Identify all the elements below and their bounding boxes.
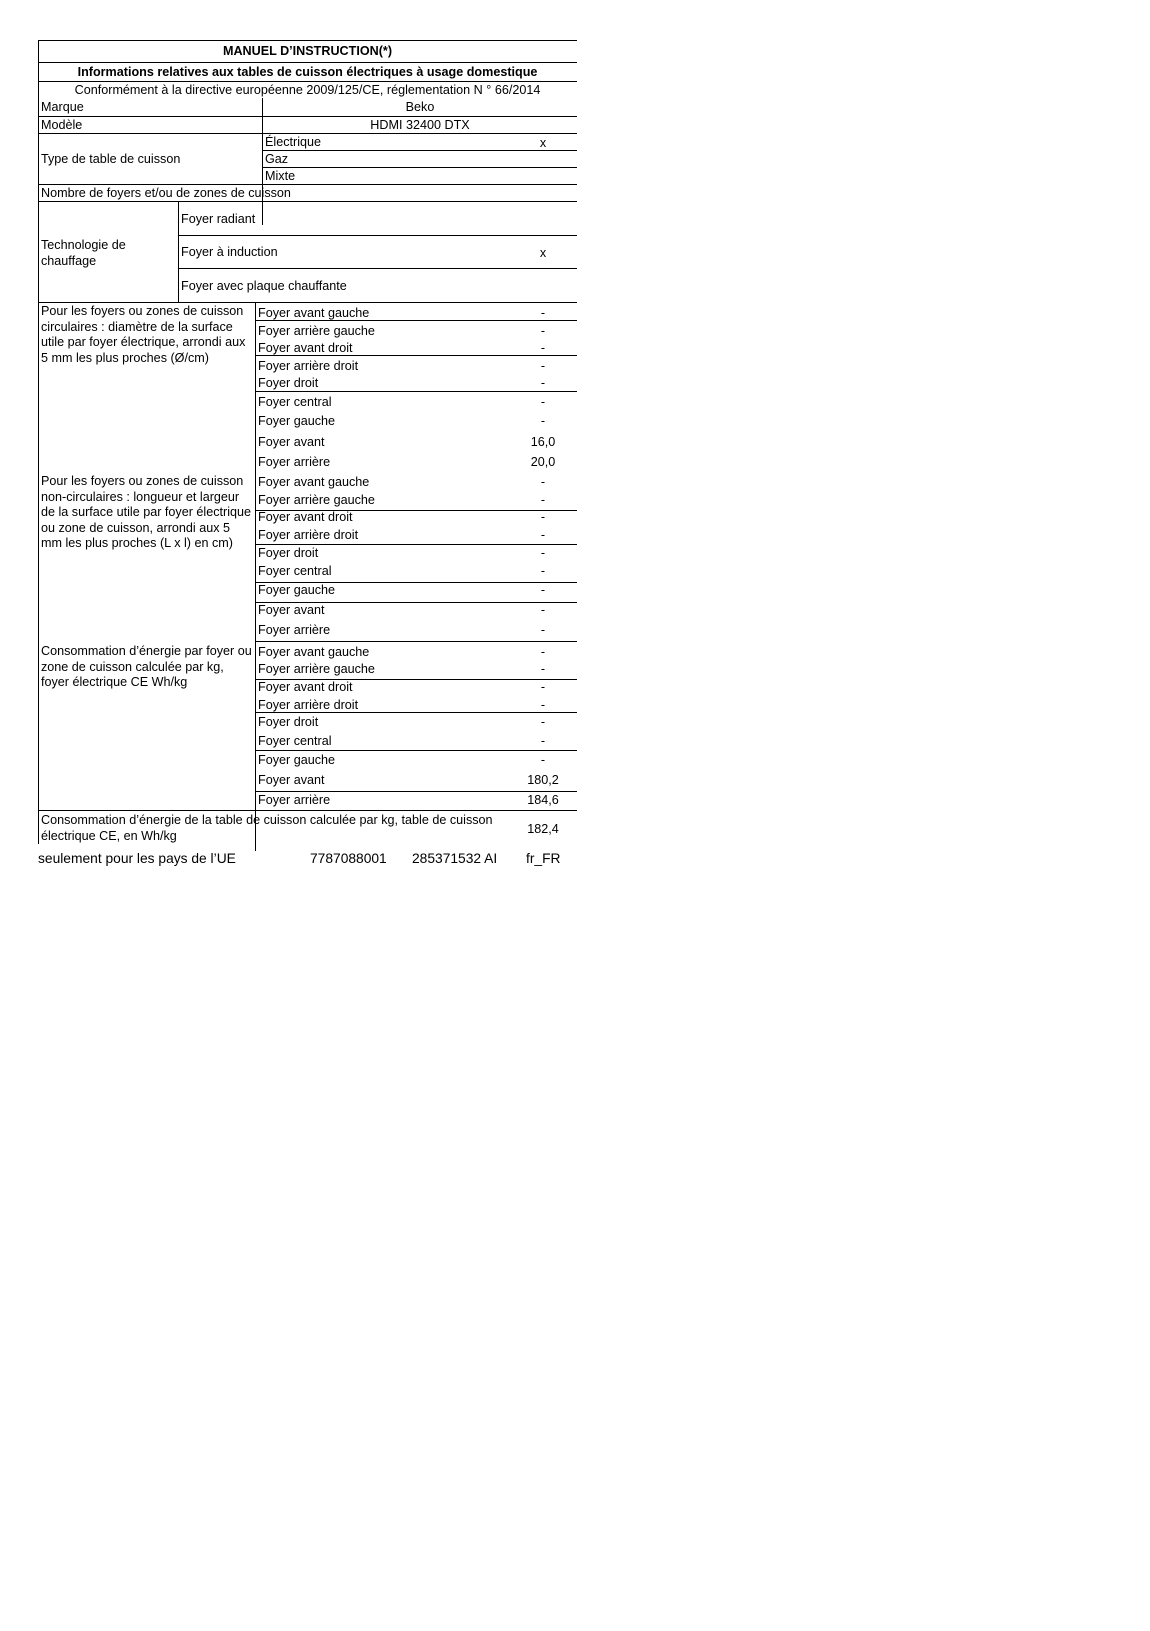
zone-label: Foyer arrière bbox=[258, 455, 331, 469]
zone-value: 20,0 bbox=[530, 455, 556, 469]
zone-label: Foyer central bbox=[258, 564, 332, 578]
zone-label: Foyer gauche bbox=[258, 583, 336, 597]
rule bbox=[256, 712, 577, 713]
rule bbox=[179, 268, 577, 269]
zone-value: 180,2 bbox=[527, 773, 559, 787]
rule bbox=[263, 167, 577, 168]
zone-value: - bbox=[540, 376, 546, 390]
zone-value: - bbox=[540, 564, 546, 578]
heating-technology-option: Foyer radiant bbox=[181, 212, 256, 226]
rule bbox=[179, 235, 577, 236]
zone-label: Foyer avant gauche bbox=[258, 306, 370, 320]
zone-value: - bbox=[540, 306, 546, 320]
rule bbox=[38, 40, 39, 844]
zone-label: Foyer arrière droit bbox=[258, 359, 359, 373]
rule bbox=[38, 184, 577, 185]
rule bbox=[263, 150, 577, 151]
zone-label: Foyer gauche bbox=[258, 414, 336, 428]
rule bbox=[255, 302, 256, 851]
zone-label: Foyer droit bbox=[258, 546, 319, 560]
document-title: MANUEL D’INSTRUCTION(*) bbox=[222, 44, 393, 58]
heating-technology-mark: x bbox=[539, 246, 547, 260]
hob-energy-value: 182,4 bbox=[527, 822, 559, 836]
document-subtitle: Informations relatives aux tables de cuisson électriques à usage domestique bbox=[77, 65, 538, 79]
circular-zones-label: Pour les foyers ou zones de cuisson circulaires : diamètre de la surface utile par foyer électrique, arrondi aux 5 mm les plus proches (Ø/cm) bbox=[41, 304, 246, 365]
brand-value: Beko bbox=[405, 100, 435, 114]
zone-label: Foyer avant droit bbox=[258, 341, 353, 355]
zone-value: 16,0 bbox=[530, 435, 556, 449]
zone-value: - bbox=[540, 698, 546, 712]
zone-value: - bbox=[540, 414, 546, 428]
zone-value: - bbox=[540, 341, 546, 355]
zone-value: - bbox=[540, 734, 546, 748]
energy-per-zone-label: Consommation d’énergie par foyer ou zone de cuisson calculée par kg, foyer électrique CE Wh/kg bbox=[41, 644, 252, 689]
brand-label: Marque bbox=[41, 100, 84, 114]
zone-label: Foyer avant bbox=[258, 603, 325, 617]
zone-label: Foyer avant bbox=[258, 435, 325, 449]
zone-label: Foyer arrière droit bbox=[258, 528, 359, 542]
zone-label: Foyer arrière gauche bbox=[258, 493, 375, 507]
zone-value: - bbox=[540, 603, 546, 617]
zone-label: Foyer avant bbox=[258, 773, 325, 787]
rule bbox=[38, 116, 577, 117]
hob-type-mark: x bbox=[539, 136, 547, 150]
footer-locale: fr_FR bbox=[526, 851, 561, 866]
rule bbox=[256, 791, 577, 792]
zone-value: - bbox=[540, 546, 546, 560]
rule bbox=[256, 750, 577, 751]
zone-value: - bbox=[540, 475, 546, 489]
zone-value: - bbox=[540, 395, 546, 409]
rule bbox=[38, 201, 577, 202]
model-value: HDMI 32400 DTX bbox=[370, 118, 470, 132]
heating-technology-option: Foyer avec plaque chauffante bbox=[181, 279, 347, 293]
energy-label-document bbox=[38, 40, 577, 866]
zones-count-label: Nombre de foyers et/ou de zones de cuisson bbox=[41, 186, 291, 200]
model-label: Modèle bbox=[41, 118, 83, 132]
rule bbox=[38, 40, 577, 41]
rule bbox=[38, 62, 577, 63]
zone-label: Foyer arrière bbox=[258, 793, 331, 807]
zone-value: - bbox=[540, 662, 546, 676]
zone-label: Foyer arrière gauche bbox=[258, 324, 375, 338]
zone-value: - bbox=[540, 493, 546, 507]
zone-value: - bbox=[540, 623, 546, 637]
zone-label: Foyer arrière droit bbox=[258, 698, 359, 712]
zone-label: Foyer avant gauche bbox=[258, 645, 370, 659]
rule bbox=[38, 302, 577, 303]
rule bbox=[38, 810, 577, 811]
rule bbox=[178, 201, 179, 302]
zone-label: Foyer droit bbox=[258, 376, 319, 390]
noncircular-zones-label: Pour les foyers ou zones de cuisson non-circulaires : longueur et largeur de la surface utile par foyer électrique ou zone de cuisson, arrondi aux 5 mm les plus proches (L x l) en cm) bbox=[41, 474, 252, 550]
hob-type-option: Gaz bbox=[265, 152, 289, 166]
zone-label: Foyer droit bbox=[258, 715, 319, 729]
zone-value: - bbox=[540, 753, 546, 767]
zone-label: Foyer central bbox=[258, 395, 332, 409]
heating-technology-label: Technologie de chauffage bbox=[41, 238, 126, 268]
footer-eu-note: seulement pour les pays de l’UE bbox=[38, 851, 236, 866]
rule bbox=[256, 355, 577, 356]
rule bbox=[38, 133, 577, 134]
zone-value: - bbox=[540, 715, 546, 729]
directive-reference: Conformément à la directive européenne 2009/125/CE, réglementation N ° 66/2014 bbox=[74, 83, 541, 97]
zone-label: Foyer arrière bbox=[258, 623, 331, 637]
zone-value: - bbox=[540, 359, 546, 373]
rule bbox=[256, 544, 577, 545]
zone-label: Foyer arrière gauche bbox=[258, 662, 375, 676]
zone-value: - bbox=[540, 510, 546, 524]
rule bbox=[256, 320, 577, 321]
zone-label: Foyer avant droit bbox=[258, 680, 353, 694]
zone-value: - bbox=[540, 645, 546, 659]
footer-code-2: 285371532 AI bbox=[412, 851, 498, 866]
hob-type-option: Mixte bbox=[265, 169, 296, 183]
rule bbox=[256, 391, 577, 392]
zone-value: 184,6 bbox=[527, 793, 559, 807]
zone-label: Foyer avant gauche bbox=[258, 475, 370, 489]
footer-code-1: 7787088001 bbox=[310, 851, 387, 866]
zone-label: Foyer gauche bbox=[258, 753, 336, 767]
zone-value: - bbox=[540, 528, 546, 542]
rule bbox=[256, 641, 577, 642]
zone-label: Foyer central bbox=[258, 734, 332, 748]
hob-energy-label: Consommation d’énergie de la table de cuisson calculée par kg, table de cuisson électrique CE, en Wh/kg bbox=[41, 813, 493, 843]
heating-technology-option: Foyer à induction bbox=[181, 245, 278, 259]
zone-value: - bbox=[540, 680, 546, 694]
zone-value: - bbox=[540, 583, 546, 597]
zone-label: Foyer avant droit bbox=[258, 510, 353, 524]
hob-type-label: Type de table de cuisson bbox=[41, 152, 181, 166]
hob-type-option: Électrique bbox=[265, 135, 322, 149]
rule bbox=[38, 81, 577, 82]
zone-value: - bbox=[540, 324, 546, 338]
